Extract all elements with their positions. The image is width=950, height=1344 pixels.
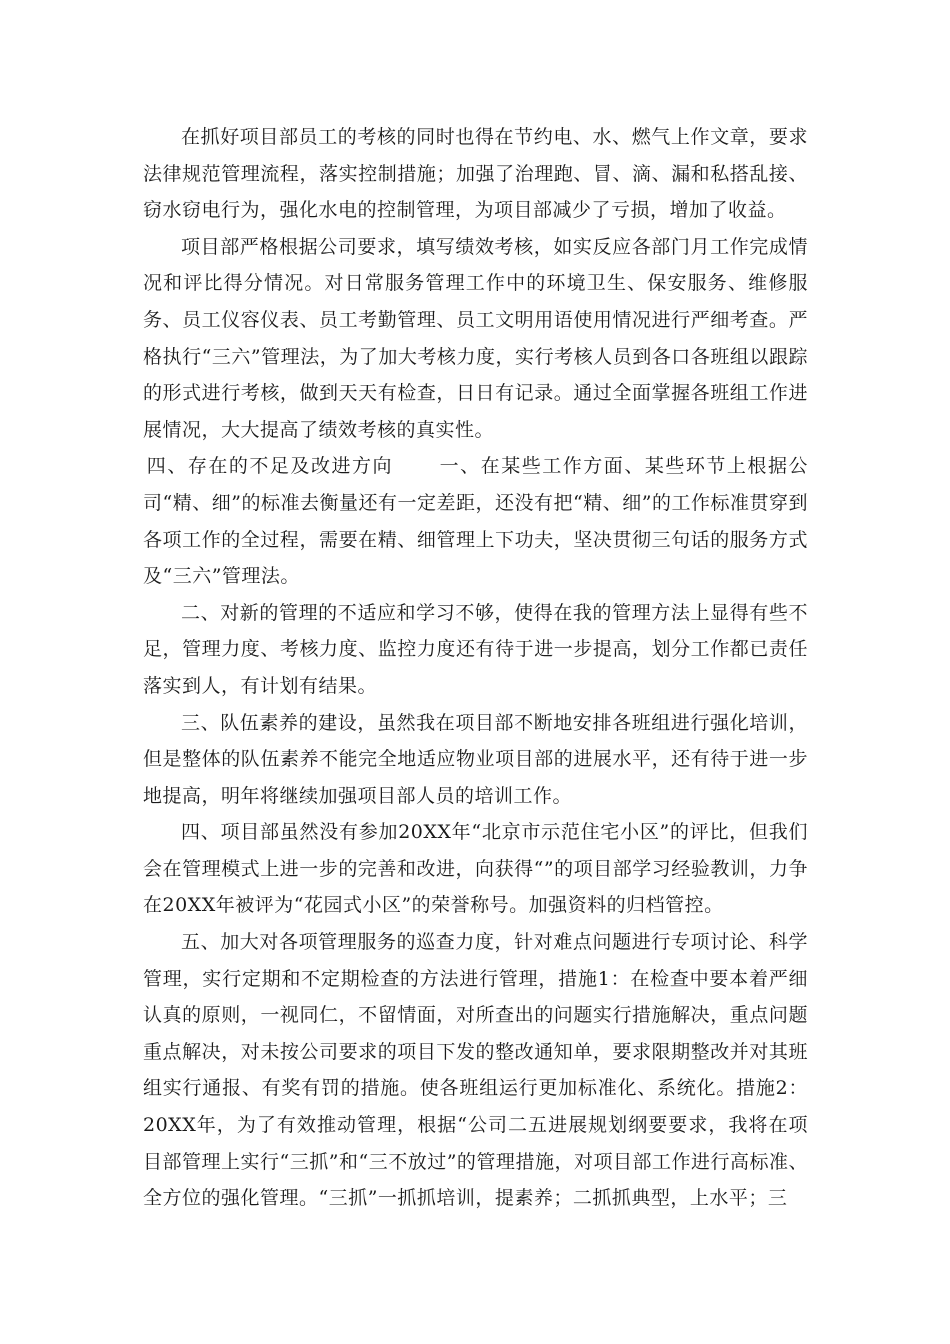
shortcoming-item-5: 五、加大对各项管理服务的巡查力度，针对难点问题进行专项讨论、科学管理，实行定期和不定期检查的方法进行管理，措施1：在检查中要本着严细认真的原则，一视同仁，不留情面，对所查出的问题实行措施解决，重点问题重点解决，对未按公司要求的项目下发的整改通知单，要求限期整改并对其班组实行通报、有奖有罚的措施。使各班组运行更加标准化、系统化。措施2：20XX年，为了有效推动管理，根据“公司二五进展规划纲要要求，我将在项目部管理上实行“三抓”和“三不放过”的管理措施，对项目部工作进行高标准、全方位的强化管理。“三抓”一抓抓培训，提素养；二抓抓典型，上水平；三 [143, 931, 808, 1210]
shortcoming-item-4: 四、项目部虽然没有参加20XX年“北京市示范住宅小区”的评比，但我们会在管理模式上进一步的完善和改进，向获得“”的项目部学习经验教训，力争在20XX年被评为“花园式小区”的荣誉称号。加强资料的归档管控。 [143, 821, 808, 917]
shortcoming-item-2: 二、对新的管理的不适应和学习不够，使得在我的管理方法上显得有些不足，管理力度、考核力度、监控力度还有待于进一步提高，划分工作都已责任落实到人，有计划有结果。 [143, 601, 808, 697]
paragraph-performance-review: 项目部严格根据公司要求，填写绩效考核，如实反应各部门月工作完成情况和评比得分情况。对日常服务管理工作中的环境卫生、保安服务、维修服务、员工仪容仪表、员工考勤管理、员工文明用语使用情况进行严细考查。严格执行“三六”管理法，为了加大考核力度，实行考核人员到各口各班组以跟踪的形式进行考核，做到天天有检查，日日有记录。通过全面掌握各班组工作进展情况，大大提高了绩效考核的真实性。 [143, 235, 808, 441]
shortcoming-item-1: 一、在某些工作方面、某些环节上根据公司“精、细”的标准去衡量还有一定差距，还没有把“精、细”的工作标准贯穿到各项工作的全过程，需要在精、细管理上下功夫，坚决贯彻三句话的服务方式及“三六”管理法。 [143, 455, 808, 588]
shortcoming-item-3: 三、队伍素养的建设，虽然我在项目部不断地安排各班组进行强化培训，但是整体的队伍素养不能完全地适应物业项目部的进展水平，还有待于进一步地提高，明年将继续加强项目部人员的培训工作。 [143, 711, 808, 807]
section-heading: 四、存在的不足及改进方向 [146, 455, 394, 478]
document-body [143, 119, 808, 1217]
paragraph-shortcomings-intro [143, 448, 808, 594]
paragraph-resource-saving: 在抓好项目部员工的考核的同时也得在节约电、水、燃气上作文章，要求法律规范管理流程，落实控制措施；加强了治理跑、冒、滴、漏和私搭乱接、窃水窃电行为，强化水电的控制管理，为项目部减少了亏损，增加了收益。 [143, 126, 808, 222]
